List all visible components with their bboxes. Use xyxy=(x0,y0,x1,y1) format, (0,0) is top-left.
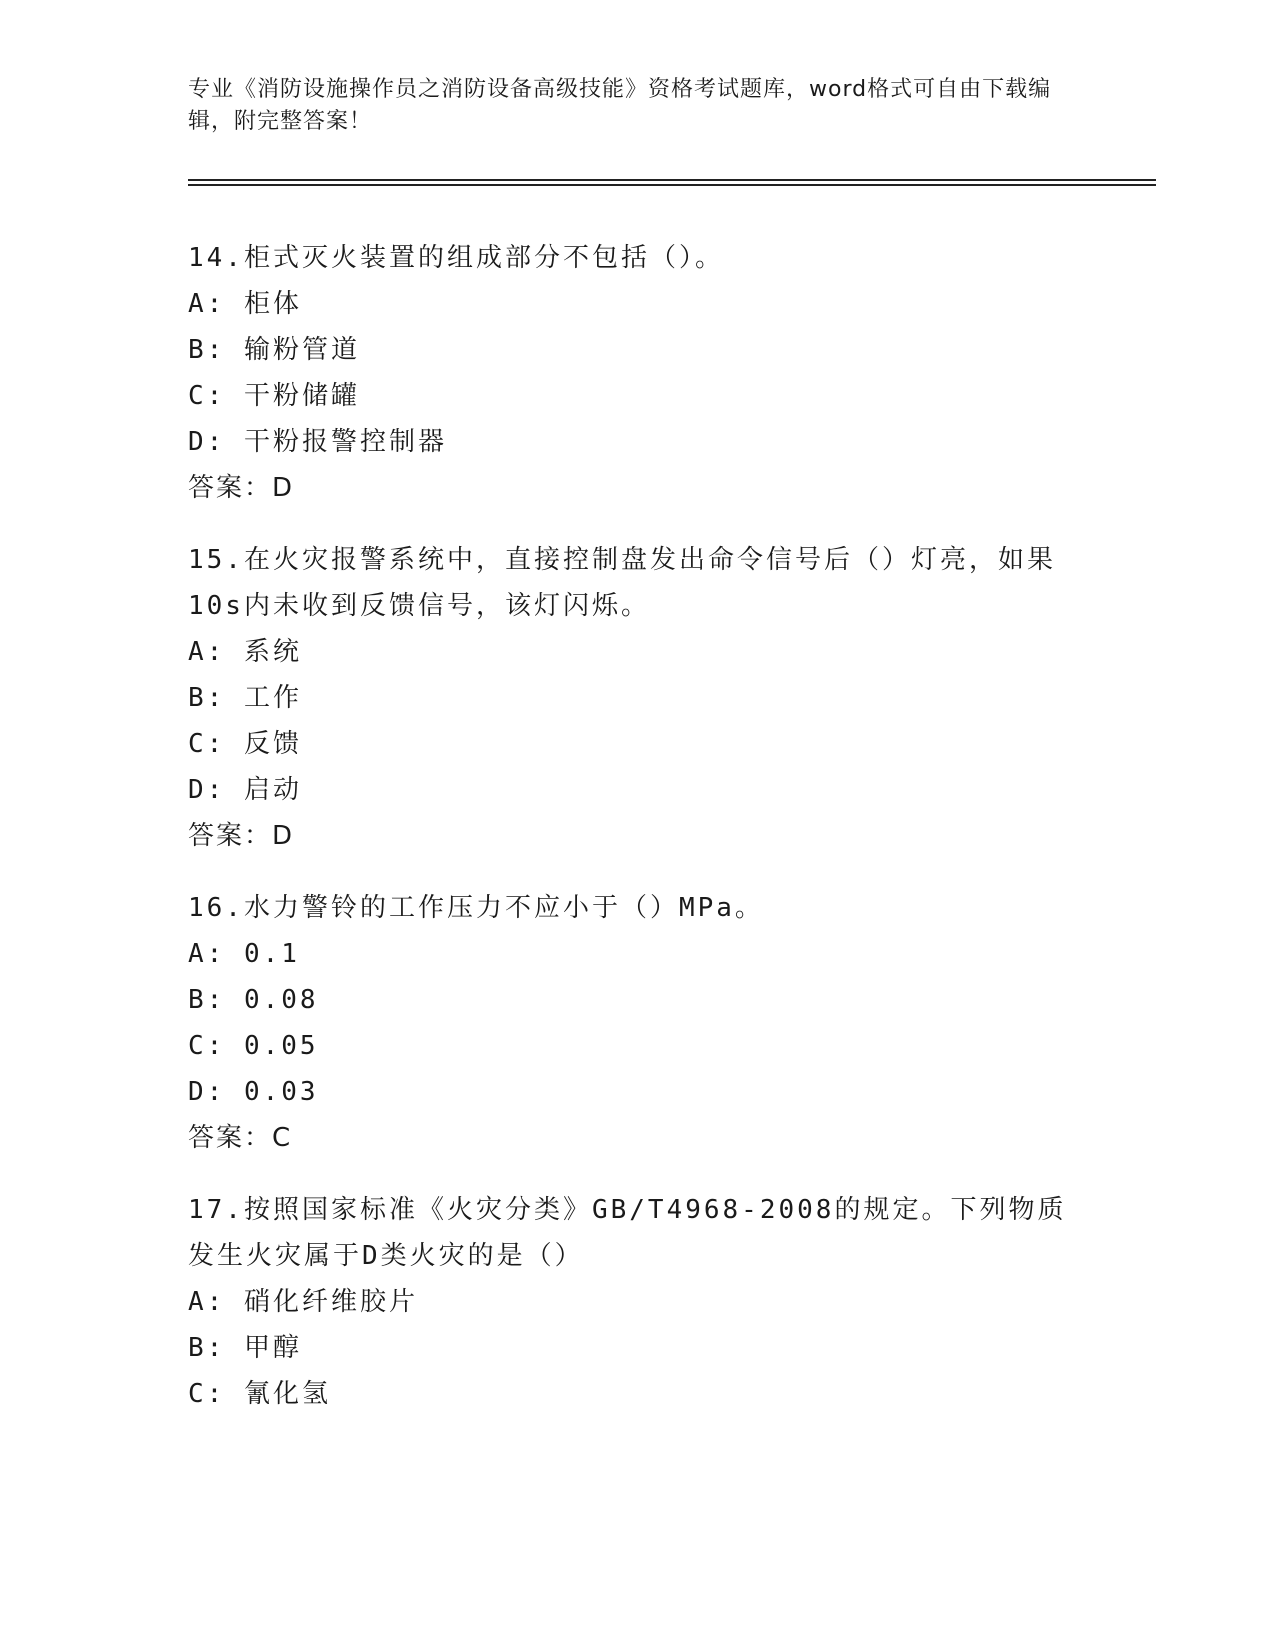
option-letter: C: xyxy=(188,1379,226,1409)
option-letter: A: xyxy=(188,939,226,969)
option-letter: D: xyxy=(188,427,226,457)
option-letter: D: xyxy=(188,775,226,805)
option-text: 工作 xyxy=(243,683,302,713)
option-letter: B: xyxy=(188,683,226,713)
question-stem: 14.柜式灭火装置的组成部分不包括（）。 xyxy=(188,243,724,273)
option-b xyxy=(188,327,1088,373)
option-text: 干粉报警控制器 xyxy=(243,427,447,457)
option-d xyxy=(188,1069,1088,1115)
option-letter: B: xyxy=(188,985,226,1015)
option-text: 干粉储罐 xyxy=(243,381,360,411)
option-letter: A: xyxy=(188,1287,226,1317)
option-c xyxy=(188,721,1088,767)
answer-line: 答案：C xyxy=(188,1123,293,1153)
option-a xyxy=(188,931,1088,977)
question-list xyxy=(188,235,1088,1443)
question-17 xyxy=(188,1187,1088,1417)
option-letter: A: xyxy=(188,289,226,319)
option-letter: C: xyxy=(188,381,226,411)
option-b xyxy=(188,977,1088,1023)
option-text: 反馈 xyxy=(243,729,302,759)
option-letter: C: xyxy=(188,729,226,759)
question-16 xyxy=(188,885,1088,1161)
question-15 xyxy=(188,537,1088,859)
option-c xyxy=(188,373,1088,419)
option-b xyxy=(188,1325,1088,1371)
option-letter: B: xyxy=(188,1333,226,1363)
question-stem: 17.按照国家标准《火灾分类》GB/T4968-2008的规定。下列物质发生火灾属于D类火灾的是（） xyxy=(188,1195,1067,1271)
option-text: 0.1 xyxy=(243,939,300,969)
question-14 xyxy=(188,235,1088,511)
option-a xyxy=(188,281,1088,327)
option-text: 氰化氢 xyxy=(243,1379,331,1409)
option-letter: D: xyxy=(188,1077,226,1107)
option-text: 0.03 xyxy=(243,1077,319,1107)
option-letter: A: xyxy=(188,637,226,667)
option-letter: B: xyxy=(188,335,226,365)
question-stem: 16.水力警铃的工作压力不应小于（）MPa。 xyxy=(188,893,764,923)
option-d xyxy=(188,767,1088,813)
option-text: 柜体 xyxy=(243,289,302,319)
option-text: 硝化纤维胶片 xyxy=(243,1287,418,1317)
option-text: 输粉管道 xyxy=(243,335,360,365)
option-text: 甲醇 xyxy=(243,1333,302,1363)
question-stem: 15.在火灾报警系统中，直接控制盘发出命令信号后（）灯亮，如果10s内未收到反馈信号，该灯闪烁。 xyxy=(188,545,1056,621)
answer-line: 答案：D xyxy=(188,473,295,503)
option-d xyxy=(188,419,1088,465)
answer-line: 答案：D xyxy=(188,821,295,851)
option-text: 0.05 xyxy=(243,1031,319,1061)
option-b xyxy=(188,675,1088,721)
option-text: 系统 xyxy=(243,637,302,667)
option-a xyxy=(188,1279,1088,1325)
option-letter: C: xyxy=(188,1031,226,1061)
option-text: 启动 xyxy=(243,775,302,805)
option-a xyxy=(188,629,1088,675)
option-text: 0.08 xyxy=(243,985,319,1015)
header-divider-bottom xyxy=(188,184,1156,186)
option-c xyxy=(188,1371,1088,1417)
document-header-intro: 专业《消防设施操作员之消防设备高级技能》资格考试题库，word格式可自由下载编辑，附完整答案！ xyxy=(188,77,1052,134)
header-divider-top xyxy=(188,179,1156,181)
option-c xyxy=(188,1023,1088,1069)
